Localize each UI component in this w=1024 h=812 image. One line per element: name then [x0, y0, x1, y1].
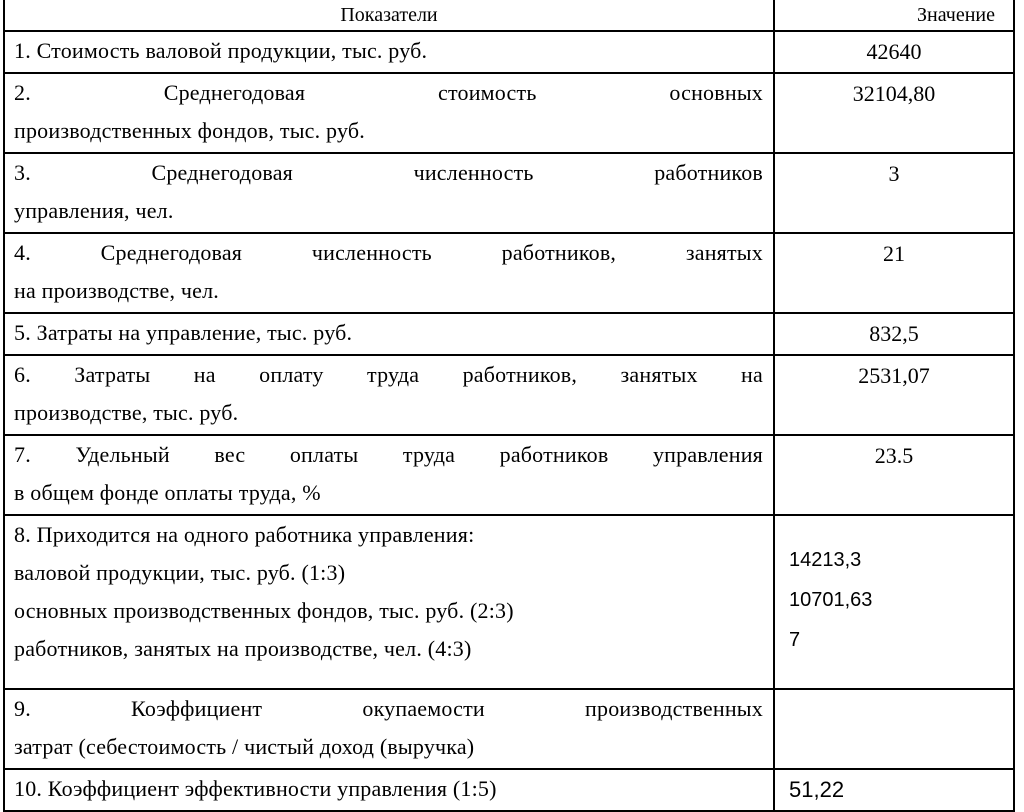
indicator-text: на производстве, чел.	[14, 278, 219, 303]
table-header-row	[4, 0, 1014, 31]
indicator-cell	[4, 355, 774, 435]
value-cell: 32104,80	[774, 73, 1014, 153]
indicator-text: 6. Затраты на оплату труда работников, занятых на	[14, 362, 763, 387]
column-header-value: Значение	[774, 0, 1014, 31]
indicator-cell	[4, 689, 774, 769]
table-row	[4, 153, 1014, 233]
table-row	[4, 313, 1014, 355]
table-row	[4, 233, 1014, 313]
table-row	[4, 355, 1014, 435]
indicator-cell	[4, 313, 774, 355]
indicator-text: управления, чел.	[14, 198, 174, 223]
value-cell: 21	[774, 233, 1014, 313]
indicator-text: 9. Коэффициент окупаемости производственных	[14, 696, 763, 721]
indicator-text: затрат (себестоимость / чистый доход (выручка)	[14, 734, 475, 759]
indicator-text: производственных фондов, тыс. руб.	[14, 118, 365, 143]
indicator-text: 2. Среднегодовая стоимость основных	[14, 80, 763, 105]
value-cell: 23.5	[774, 435, 1014, 515]
indicator-text: основных производственных фондов, тыс. руб. (2:3)	[14, 598, 514, 623]
table-row	[4, 435, 1014, 515]
indicator-text: 10. Коэффициент эффективности управления (1:5)	[14, 776, 497, 801]
value-cell: 2531,07	[774, 355, 1014, 435]
table-row	[4, 689, 1014, 769]
table-row	[4, 73, 1014, 153]
indicator-cell	[4, 233, 774, 313]
value-text: 7	[789, 629, 801, 651]
indicator-cell	[4, 435, 774, 515]
indicator-cell	[4, 153, 774, 233]
indicator-text: производстве, тыс. руб.	[14, 400, 239, 425]
value-cell: 3	[774, 153, 1014, 233]
indicator-cell	[4, 515, 774, 689]
indicator-text: 4. Среднегодовая численность работников, занятых	[14, 240, 763, 265]
indicator-cell	[4, 31, 774, 73]
value-cell: 51,22	[774, 769, 1014, 811]
table-row	[4, 515, 1014, 689]
indicator-text: 7. Удельный вес оплаты труда работников управления	[14, 442, 763, 467]
indicator-text: валовой продукции, тыс. руб. (1:3)	[14, 560, 346, 585]
indicator-text: 8. Приходится на одного работника управления:	[14, 522, 475, 547]
value-text: 10701,63	[789, 589, 873, 611]
indicator-cell	[4, 769, 774, 811]
table-row	[4, 31, 1014, 73]
indicator-cell	[4, 73, 774, 153]
indicator-text: 5. Затраты на управление, тыс. руб.	[14, 320, 353, 345]
indicator-text: 1. Стоимость валовой продукции, тыс. руб.	[14, 38, 428, 63]
value-cell	[774, 515, 1014, 689]
indicators-table	[3, 0, 1015, 812]
column-header-indicators: Показатели	[4, 0, 774, 31]
indicator-text: в общем фонде оплаты труда, %	[14, 480, 321, 505]
table-row	[4, 769, 1014, 811]
value-text: 14213,3	[789, 549, 862, 571]
indicator-text: работников, занятых на производстве, чел. (4:3)	[14, 636, 472, 661]
indicator-text: 3. Среднегодовая численность работников	[14, 160, 763, 185]
value-cell: 42640	[774, 31, 1014, 73]
value-cell: 832,5	[774, 313, 1014, 355]
value-cell	[774, 689, 1014, 769]
